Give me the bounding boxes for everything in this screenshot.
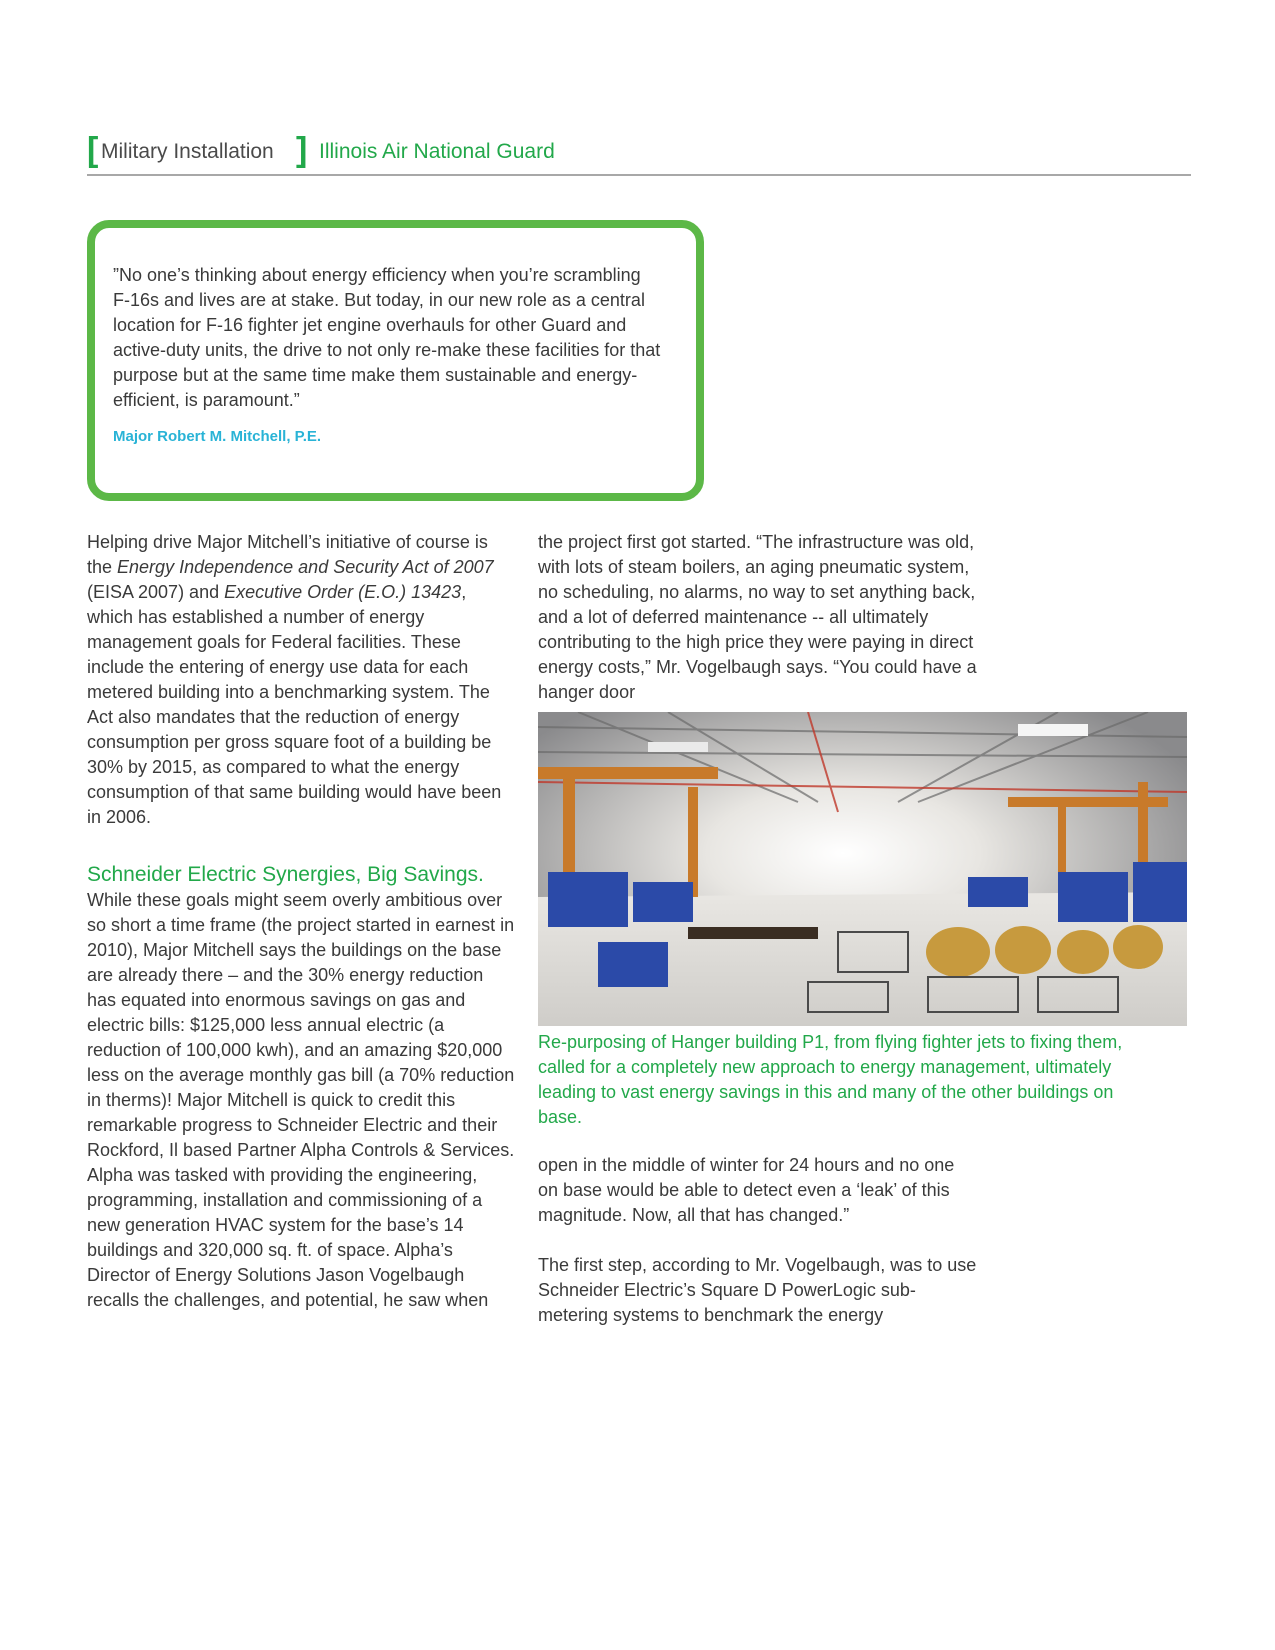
pull-quote-text [113,263,703,413]
right-column-top [538,530,978,705]
body-paragraph: the project first got started. “The infrastructure was old, with lots of steam boilers, an aging pneumatic system, no scheduling, no alarms, no way to set anything back, and a lot of deferred maintenance -- all ultimately contributing to the high price they were paying in direct energy costs,” Mr. Vogelbaugh says. “You could have a hanger door [538,532,977,702]
intro-paragraph: Helping drive Major Mitchell’s initiative of course is the Energy Independence and Security Act of 2007 (EISA 2007) and Executive Order (E.O.) 13423, which has established a number of energy management goals for Federal facilities. These include the entering of energy use data for each metered building into a benchmarking system. The Act also mandates that the reduction of energy consumption per gross square foot of a building be 30% by 2015, as compared to what the energy consumption of that same building would have been in 2006. [87,532,502,827]
quote-line: active-duty units, the drive to not only re-make these facilities for that [113,340,661,360]
body-paragraph: While these goals might seem overly ambitious over so short a time frame (the project started in earnest in 2010), Major Mitchell says the buildings on the base are already there – and the 30% energy reduction has equated into enormous savings on gas and electric bills: $125,000 less annual electric (a reduction of 100,000 kwh), and an amazing $20,000 less on the average monthly gas bill (a 70% reduction in therms)! Major Mitchell is quick to credit this remarkable progress to Schneider Electric and their Rockford, Il based Partner Alpha Controls & Services. Alpha was tasked with providing the engineering, programming, installation and commissioning of a new generation HVAC system for the base’s 14 buildings and 320,000 sq. ft. of space. Alpha’s Director of Energy Solutions Jason Vogelbaugh recalls the challenges, and potential, he saw when [87,890,515,1310]
page-header [87,131,1191,176]
page-subtitle: Illinois Air National Guard [319,140,555,163]
left-column [87,530,517,1313]
quote-line: purpose but at the same time make them sustainable and energy- [113,365,638,385]
order-title: Executive Order (E.O.) 13423 [224,582,462,602]
section-label: Military Installation [101,140,274,163]
quote-line: location for F-16 fighter jet engine overhauls for other Guard and [113,315,627,335]
quote-author: Major Robert M. Mitchell, P.E. [113,428,322,445]
quote-line: efficient, is paramount.” [113,390,300,410]
bracket-close: ] [296,131,308,169]
quote-line: ”No one’s thinking about energy efficiency when you’re scrambling [113,265,641,285]
body-paragraph: The first step, according to Mr. Vogelbaugh, was to use Schneider Electric’s Square D PowerLogic sub-metering systems to benchmark the energy [538,1255,977,1325]
act-title: Energy Independence and Security Act of 2007 [117,557,494,577]
right-column-bottom [538,1153,978,1328]
section-heading: Schneider Electric Synergies, Big Savings. [87,863,484,886]
quote-line: F-16s and lives are at stake. But today, in our new role as a central [113,290,645,310]
body-paragraph: open in the middle of winter for 24 hours and no one on base would be able to detect even a ‘leak’ of this magnitude. Now, all that has changed.” [538,1155,955,1225]
hangar-photo [538,712,1187,1026]
pull-quote-box [87,220,704,501]
photo-caption: Re-purposing of Hanger building P1, from flying fighter jets to fixing them, called for a completely new approach to energy management, ultimately leading to vast energy savings in this and many of the other buildings on base. [538,1032,1123,1127]
bracket-open: [ [87,131,99,169]
